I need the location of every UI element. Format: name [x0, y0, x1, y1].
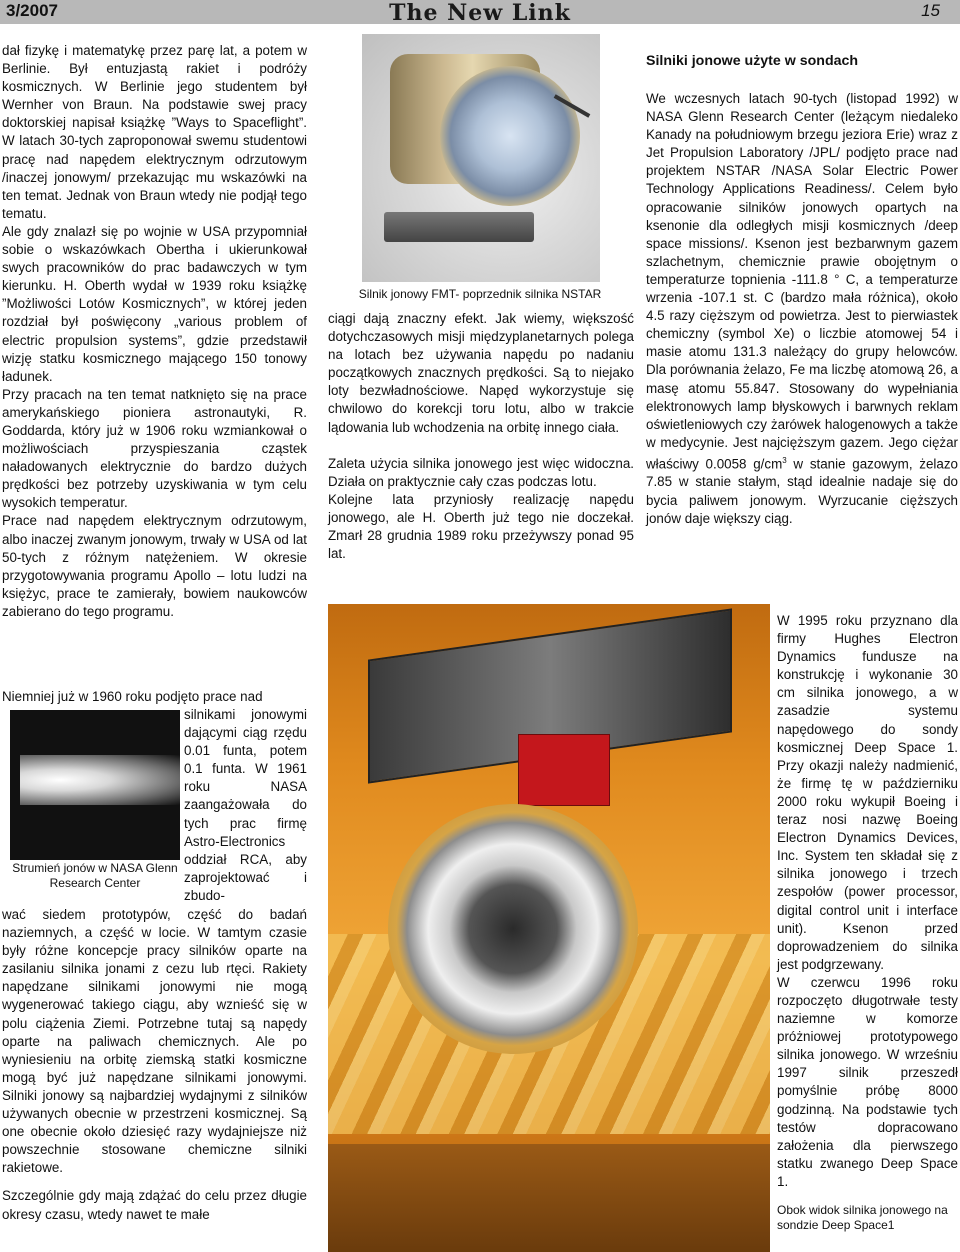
paragraph: W 1995 roku przyznano dla firmy Hughes Electron Dynamics fundusze na konstrukcję i wykonanie 30 cm silnika jonowego, a w zasadzie systemu napędowego do sondy kosmicznej Deep Space 1. Przy okazji należy nadmienić, że firmę tę w październiku 2000 roku wykupił Boeing i teraz nosi nazwę Boeing Electron Dynamics Devices, Inc. System ten składał się z silnika jonowego i trzech zespołów (power processor, digital control unit i interface unit). Ksenon przed doprowadzeniem do silnika jest podgrzewany.	[777, 613, 958, 972]
ion-thruster-ring	[388, 804, 638, 1054]
wrapped-paragraph: silnikami jonowymi dającymi ciąg rzędu 0.01 funta, potem 0.1 funta. W 1961 roku NASA zaangażowała do tych prac firmę Astro-Electronics oddział RCA, aby zaprojektować i zbudo-	[184, 707, 307, 903]
ion-engine-photo	[362, 34, 600, 282]
engine-stand	[384, 212, 534, 242]
sidebar-ion-engines	[646, 52, 958, 528]
cleanroom-floor	[328, 1144, 770, 1252]
column-2	[328, 310, 634, 563]
paragraph: wać siedem prototypów, część do badań naziemnych, a część w locie. W tamtym czasie były różne koncepcje pracy silników oparte na zasilaniu silnika jonami z cezu lub rtęci. Rakiety napędzane silnikami jonowymi nie mogą wygenerować takiego ciągu, aby wznieść się w polu ciążenia Ziemi. Potrzebne tutaj są napędy oparte na paliwach chemicznych. Ale po wyniesieniu na orbitę ziemską statki kosmiczne mogą być już napędzane silnikami jonowymi. Silniki jonowy są najbardziej wydajnymi z silników używanych obecnie w przestrzeni kosmicznej. Są one obecnie około dziesięć razy wydajniejsze niż powszechnie stosowane chemiczne silniki rakietowe.	[2, 907, 307, 1176]
page-number: 15	[921, 1, 940, 20]
paragraph: Kolejne lata przyniosły realizację napędu jonowego, ale H. Oberth już tego nie doczekał. Zmarł 28 grudnia 1989 roku przeżywszy ponad 95 lat.	[328, 491, 634, 562]
sidebar-text: w stanie gazowym, żelazo 7.85 w stanie stałym, stąd idealnie nadaje się do bycia paliwem jonowym. Wyrzucanie cięższych jonów daje większy ciąg.	[646, 456, 958, 526]
paragraph: Szczególnie gdy mają zdążać do celu przez długie okresy czasu, wtedy nawet te małe	[2, 1188, 307, 1222]
superscript: 3	[782, 455, 787, 465]
issue-number: 3/2007	[6, 1, 58, 20]
paragraph-intro-line: Niemniej już w 1960 roku podjęto prace nad	[2, 689, 263, 704]
sidebar-text: We wczesnych latach 90-tych (listopad 1992) w NASA Glenn Research Center (leżącym niedaleko Kanady na południowym brzegu jeziora Erie) wraz z Jet Propulsion Laboratory /JPL/ podjęto prace nad projektem NSTAR /NASA Solar Electric Power Technology Applications Readiness/. Celem było opracowanie silników jonowych opartych na ksenonie dla odległych misji kosmicznych /deep space missions/. Ksenon jest bezbarwnym gazem szlachetnym, chemicznie prawie obojętnym o temperaturze topnienia -111.8 ° C, a temperaturze wrzenia -107.1 st. C (bardzo mała różnica), około 4.5 razy cięższym od powietrza. Jest to pierwiastek chemiczny (symbol Xe) o liczbie atomowej 54 i masie atomu 131.3 należący do grupy helowców. Dla porównania żelazo, Fe ma liczbę atomową 26, a masę atomu 55.847. Stosowany do wypełniania elektronowych lamp błyskowych i barwnych reklam oświetleniowych czy żarówek halogenowych a także w medycynie. Jest najcięższym gazem. Jego ciężar właściwy 0.0058 g/cm	[646, 91, 958, 472]
paragraph: Prace nad napędem elektrycznym odrzutowym, albo inaczej zwanym jonowym, trwały w USA od lat 50-tych z różnym natężeniem. W okresie przygotowywania programu Apollo – lotu ludzi na księżyc, prace te zamierały, bowiem naukowców zabierano do tego programu.	[2, 513, 307, 619]
column-1-bottom	[2, 906, 307, 1224]
sidebar-title: Silniki jonowe użyte w sondach	[646, 53, 859, 69]
ion-stream-photo	[10, 710, 180, 860]
paragraph: ciągi dają znaczny efekt. Jak wiemy, większość dotychczasowych misji międzyplanetarnych polega na lotach bez używania napędu po nadaniu początkowych znacznych prędkości. Są to niejako loty bezwładnościowe. Napęd wykorzystuje się chwilowo do korekcji toru lotu, albo w trakcie lądowania lub wchodzenia na orbitę innego ciała.	[328, 311, 634, 435]
paragraph: Zaleta użycia silnika jonowego jest więc widoczna. Działa on praktycznie cały czas podczas lotu.	[328, 455, 634, 489]
paragraph: W czerwcu 1996 roku rozpoczęto długotrwałe testy naziemne w komorze próżniowej prototypowego silnika jonowego. W wrześniu 1997 silnik przeszedł pomyślnie próbę 8000 godzinną. Na podstawie tych testów dopracowano założenia dla pierwszego statku zwanego Deep Space 1.	[777, 974, 958, 1189]
column-1-top	[2, 42, 307, 621]
paragraph: dał fizykę i matematykę przez parę lat, a potem w Berlinie. Był entuzjastą rakiet i podróży kosmicznych. W Berlinie jego studentem był Wernher von Braun. Na podstawie swej pracy doktorskiej napisał książkę ”Ways to Spaceflight”. W latach 30-tych zaproponował swemu studentowi pracę nad napędem elektrycznym odrzutowym /inaczej jonowym/ przekazując mu wskazówki na ten temat. Jednak von Braun wtedy nie podjął tego tematu.	[2, 43, 307, 221]
ion-stream-caption: Strumień jonów w NASA Glenn Research Center	[12, 861, 178, 890]
magazine-title: The New Link	[389, 0, 571, 26]
spacecraft-caption: Obok widok silnika jonowego na sondzie Deep Space1	[777, 1203, 948, 1232]
paragraph: Przy pracach na ten temat natknięto się na prace amerykańskiego pioniera astronautyki, R. Goddarda, który już w 1906 roku wzmiankował o możliwościach przyspieszania cząstek naładowanych elektrycznie do bardzo dużych prędkości bez potrzeby uzyskiwania w tym celu wysokich temperatur.	[2, 386, 307, 511]
engine-caption: Silnik jonowy FMT- poprzednik silnika NSTAR	[358, 287, 602, 301]
engine-grid	[440, 66, 580, 206]
column-3-bottom	[777, 612, 958, 1191]
ion-beam-graphic	[20, 755, 180, 805]
deep-space-1-photo	[328, 604, 770, 1252]
sidebar-body	[646, 90, 958, 528]
paragraph: Ale gdy znalazł się po wojnie w USA przypomniał sobie o wskazówkach Obertha i ukierunkował swych pracowników do prac badawczych w tym kierunku. H. Oberth wydał w 1939 roku książkę ”Możliwości Lotów Kosmicznych”, w której jeden rozdział był poświęcony „various problem of electric propulsion systems”, gdzie przedstawił wizję statku kosmicznego mającego 150 tonowy ładunek.	[2, 223, 307, 384]
red-component	[518, 734, 610, 806]
